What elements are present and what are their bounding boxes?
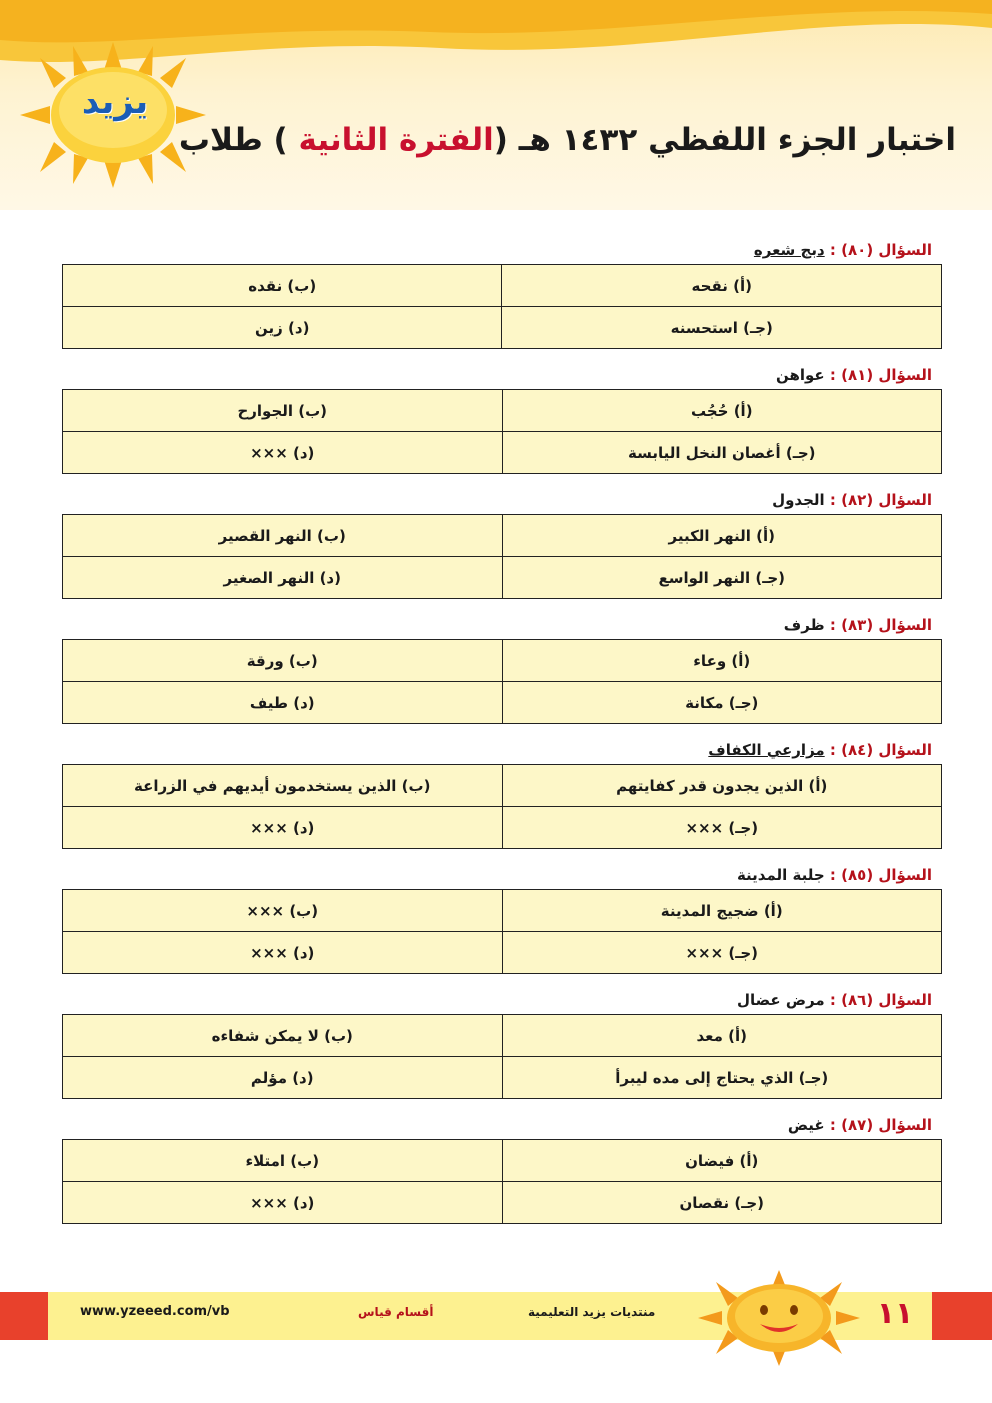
footer-red-right xyxy=(932,1292,992,1340)
option-d[interactable]: (د) ××× xyxy=(63,1182,503,1224)
option-a[interactable]: (أ) النهر الكبير xyxy=(502,515,941,557)
option-c[interactable]: (جـ) استحسنه xyxy=(502,307,942,349)
options-table xyxy=(62,514,942,599)
footer-red-left xyxy=(0,1292,48,1340)
footer-url-link[interactable]: www.yzeeed.com/vb xyxy=(80,1304,230,1319)
question-label xyxy=(62,361,942,389)
question-word: عواهن xyxy=(775,366,825,384)
logo-text: يزيد xyxy=(81,82,149,122)
title-highlight: الفترة الثانية xyxy=(298,122,494,158)
options-table xyxy=(62,639,942,724)
question-number: السؤال (٨٣) : xyxy=(824,616,932,634)
question-word: مرض عضال xyxy=(736,991,825,1009)
question-80 xyxy=(62,236,942,349)
option-c[interactable]: (جـ) نقصان xyxy=(502,1182,942,1224)
option-a[interactable]: (أ) وعاء xyxy=(502,640,942,682)
options-table xyxy=(62,1139,942,1224)
option-b[interactable]: (ب) النهر القصير xyxy=(63,515,503,557)
question-word: غيض xyxy=(787,1116,825,1134)
option-d[interactable]: (د) طيف xyxy=(63,682,503,724)
option-c[interactable]: (جـ) مكانة xyxy=(502,682,942,724)
question-word: مزارعي الكفاف xyxy=(708,741,825,759)
option-a[interactable]: (أ) ضجيج المدينة xyxy=(502,890,942,932)
question-word: الجدول xyxy=(772,491,825,509)
page-header xyxy=(0,0,992,210)
option-d[interactable]: (د) مؤلم xyxy=(63,1057,503,1099)
option-b[interactable]: (ب) لا يمكن شفاءه xyxy=(63,1015,503,1057)
options-table xyxy=(62,889,942,974)
option-b[interactable]: (ب) نقده xyxy=(63,265,502,307)
option-d[interactable]: (د) ××× xyxy=(63,432,503,474)
question-number: السؤال (٨٧) : xyxy=(824,1116,932,1134)
option-d[interactable]: (د) زين xyxy=(63,307,502,349)
option-c[interactable]: (جـ) ××× xyxy=(502,932,942,974)
question-word: جلبة المدينة xyxy=(736,866,825,884)
option-c[interactable]: (جـ) النهر الواسع xyxy=(502,557,941,599)
option-c[interactable]: (جـ) أغصان النخل اليابسة xyxy=(502,432,941,474)
option-b[interactable]: (ب) ××× xyxy=(63,890,503,932)
question-label xyxy=(62,236,942,264)
option-b[interactable]: (ب) الجوارح xyxy=(63,390,503,432)
question-word: دبج شعره xyxy=(753,241,825,259)
option-b[interactable]: (ب) الذين يستخدمون أيديهم في الزراعة xyxy=(63,765,503,807)
option-d[interactable]: (د) النهر الصغير xyxy=(63,557,503,599)
question-number: السؤال (٨٥) : xyxy=(824,866,932,884)
title-part-1: اختبار الجزء اللفظي ١٤٣٢ هـ ( xyxy=(493,122,956,158)
question-83 xyxy=(62,611,942,724)
question-86 xyxy=(62,986,942,1099)
questions-list xyxy=(62,236,942,1236)
option-b[interactable]: (ب) ورقة xyxy=(63,640,503,682)
question-label xyxy=(62,861,942,889)
page-number: ١١ xyxy=(876,1296,914,1331)
question-label xyxy=(62,736,942,764)
option-b[interactable]: (ب) امتلاء xyxy=(63,1140,503,1182)
option-a[interactable]: (أ) فيضان xyxy=(502,1140,942,1182)
question-label xyxy=(62,611,942,639)
option-c[interactable]: (جـ) ××× xyxy=(502,807,941,849)
page-title xyxy=(179,122,956,158)
footer-sun-icon xyxy=(694,1268,864,1368)
options-table xyxy=(62,1014,942,1099)
question-number: السؤال (٨٦) : xyxy=(824,991,932,1009)
question-label xyxy=(62,1111,942,1139)
options-table xyxy=(62,764,942,849)
question-87 xyxy=(62,1111,942,1224)
question-number: السؤال (٨٢) : xyxy=(824,491,932,509)
question-85 xyxy=(62,861,942,974)
question-label xyxy=(62,486,942,514)
options-table xyxy=(62,264,942,349)
question-label xyxy=(62,986,942,1014)
question-word: ظرف xyxy=(783,616,825,634)
option-d[interactable]: (د) ××× xyxy=(63,807,503,849)
question-number: السؤال (٨١) : xyxy=(824,366,932,384)
option-a[interactable]: (أ) حُجُب xyxy=(502,390,941,432)
options-table xyxy=(62,389,942,474)
footer-category: أقسام قياس xyxy=(358,1305,434,1319)
question-84 xyxy=(62,736,942,849)
option-a[interactable]: (أ) معد xyxy=(502,1015,941,1057)
option-d[interactable]: (د) ××× xyxy=(63,932,503,974)
title-part-2: ) طلاب xyxy=(178,122,299,158)
question-number: السؤال (٨٤) : xyxy=(824,741,932,759)
option-a[interactable]: (أ) نقحه xyxy=(502,265,942,307)
option-a[interactable]: (أ) الذين يجدون قدر كفايتهم xyxy=(502,765,941,807)
question-81 xyxy=(62,361,942,474)
question-82 xyxy=(62,486,942,599)
option-c[interactable]: (جـ) الذي يحتاج إلى مده ليبرأ xyxy=(502,1057,941,1099)
question-number: السؤال (٨٠) : xyxy=(824,241,932,259)
footer-forum-name: منتديات يزيد التعليمية xyxy=(528,1305,656,1319)
